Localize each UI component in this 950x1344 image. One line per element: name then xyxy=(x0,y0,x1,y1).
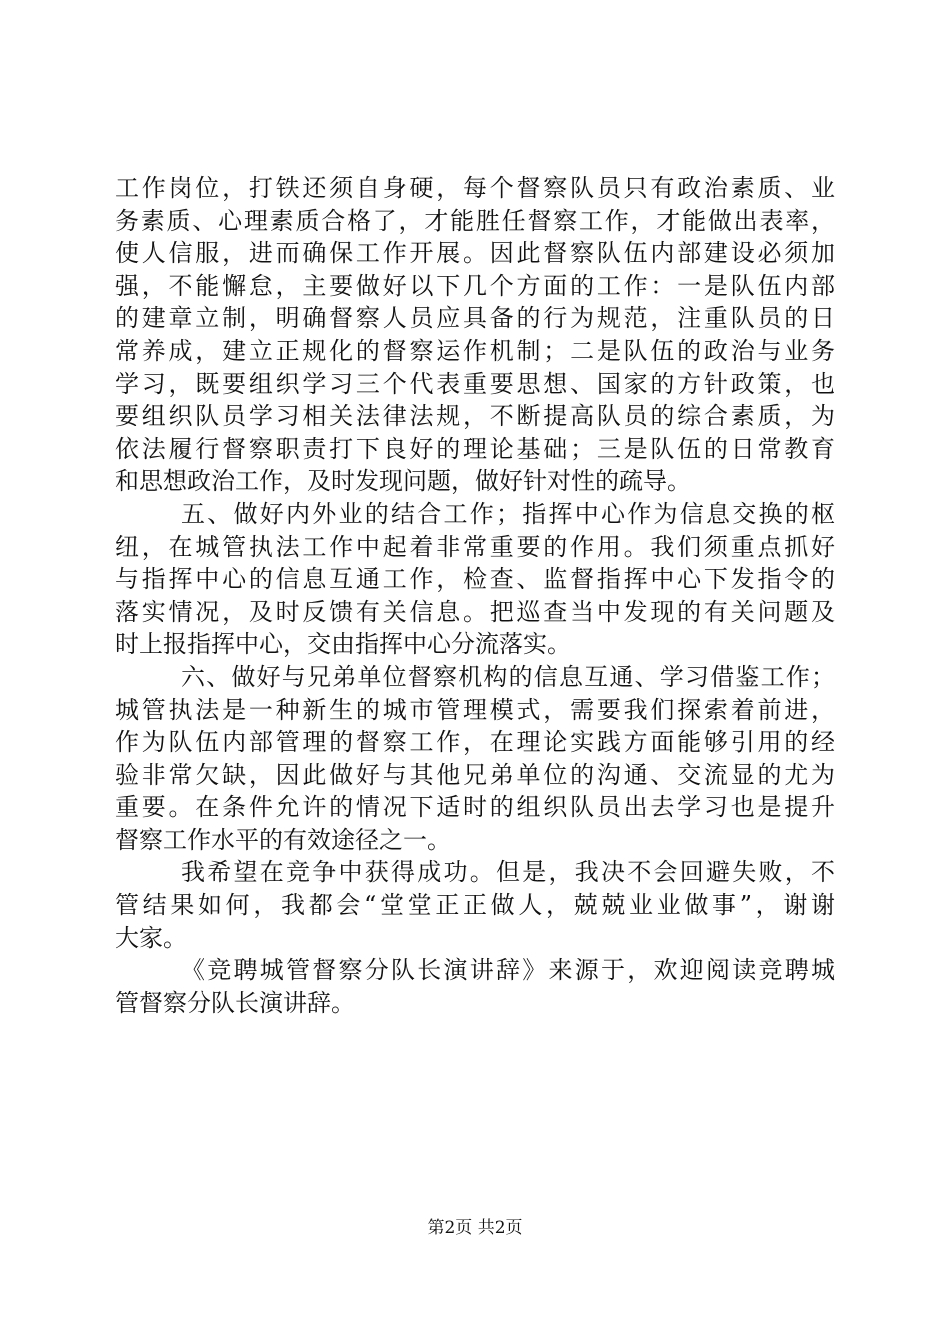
text-line: 城管执法是一种新生的城市管理模式，需要我们探索着前进， xyxy=(115,695,835,724)
text-line: 时上报指挥中心，交由指挥中心分流落实。 xyxy=(115,630,571,659)
text-line: 落实情况，及时反馈有关信息。把巡查当中发现的有关问题及 xyxy=(115,597,835,626)
paragraph-start-line: 我希望在竞争中获得成功。但是，我决不会回避失败，不 xyxy=(181,858,835,887)
text-line: 大家。 xyxy=(115,923,187,952)
text-line: 工作岗位，打铁还须自身硬，每个督察队员只有政治素质、业 xyxy=(115,174,835,202)
paragraph-start-line: 《竞聘城管督察分队长演讲辞》来源于，欢迎阅读竞聘城 xyxy=(181,956,835,985)
text-line: 依法履行督察职责打下良好的理论基础；三是队伍的日常教育 xyxy=(115,434,835,463)
page-number-footer: 第2页 共2页 xyxy=(427,1218,523,1238)
text-line: 使人信服，进而确保工作开展。因此督察队伍内部建设必须加 xyxy=(115,239,835,268)
text-line: 作为队伍内部管理的督察工作，在理论实践方面能够引用的经 xyxy=(115,728,835,757)
text-line: 管督察分队长演讲辞。 xyxy=(115,988,355,1017)
text-line: 重要。在条件允许的情况下适时的组织队员出去学习也是提升 xyxy=(115,793,835,822)
text-line: 与指挥中心的信息互通工作，检查、监督指挥中心下发指令的 xyxy=(115,565,835,594)
text-line: 和思想政治工作，及时发现问题，做好针对性的疏导。 xyxy=(115,467,691,496)
text-line: 纽，在城管执法工作中起着非常重要的作用。我们须重点抓好 xyxy=(115,532,835,561)
text-line: 务素质、心理素质合格了，才能胜任督察工作，才能做出表率， xyxy=(115,206,835,235)
text-line: 的建章立制，明确督察人员应具备的行为规范，注重队员的日 xyxy=(115,304,835,333)
text-line: 管结果如何，我都会“堂堂正正做人，兢兢业业做事”，谢谢 xyxy=(115,891,835,920)
document-body xyxy=(115,172,835,1019)
text-line: 验非常欠缺，因此做好与其他兄弟单位的沟通、交流显的尤为 xyxy=(115,760,835,789)
text-line: 学习，既要组织学习三个代表重要思想、国家的方针政策，也 xyxy=(115,369,835,398)
paragraph-start-line: 六、做好与兄弟单位督察机构的信息互通、学习借鉴工作； xyxy=(181,662,835,691)
text-line: 强，不能懈怠，主要做好以下几个方面的工作：一是队伍内部 xyxy=(115,271,835,300)
text-line: 督察工作水平的有效途径之一。 xyxy=(115,825,451,854)
text-line: 常养成，建立正规化的督察运作机制；二是队伍的政治与业务 xyxy=(115,336,835,365)
text-line: 要组织队员学习相关法律法规，不断提高队员的综合素质，为 xyxy=(115,402,835,431)
paragraph-start-line: 五、做好内外业的结合工作；指挥中心作为信息交换的枢 xyxy=(181,499,835,528)
